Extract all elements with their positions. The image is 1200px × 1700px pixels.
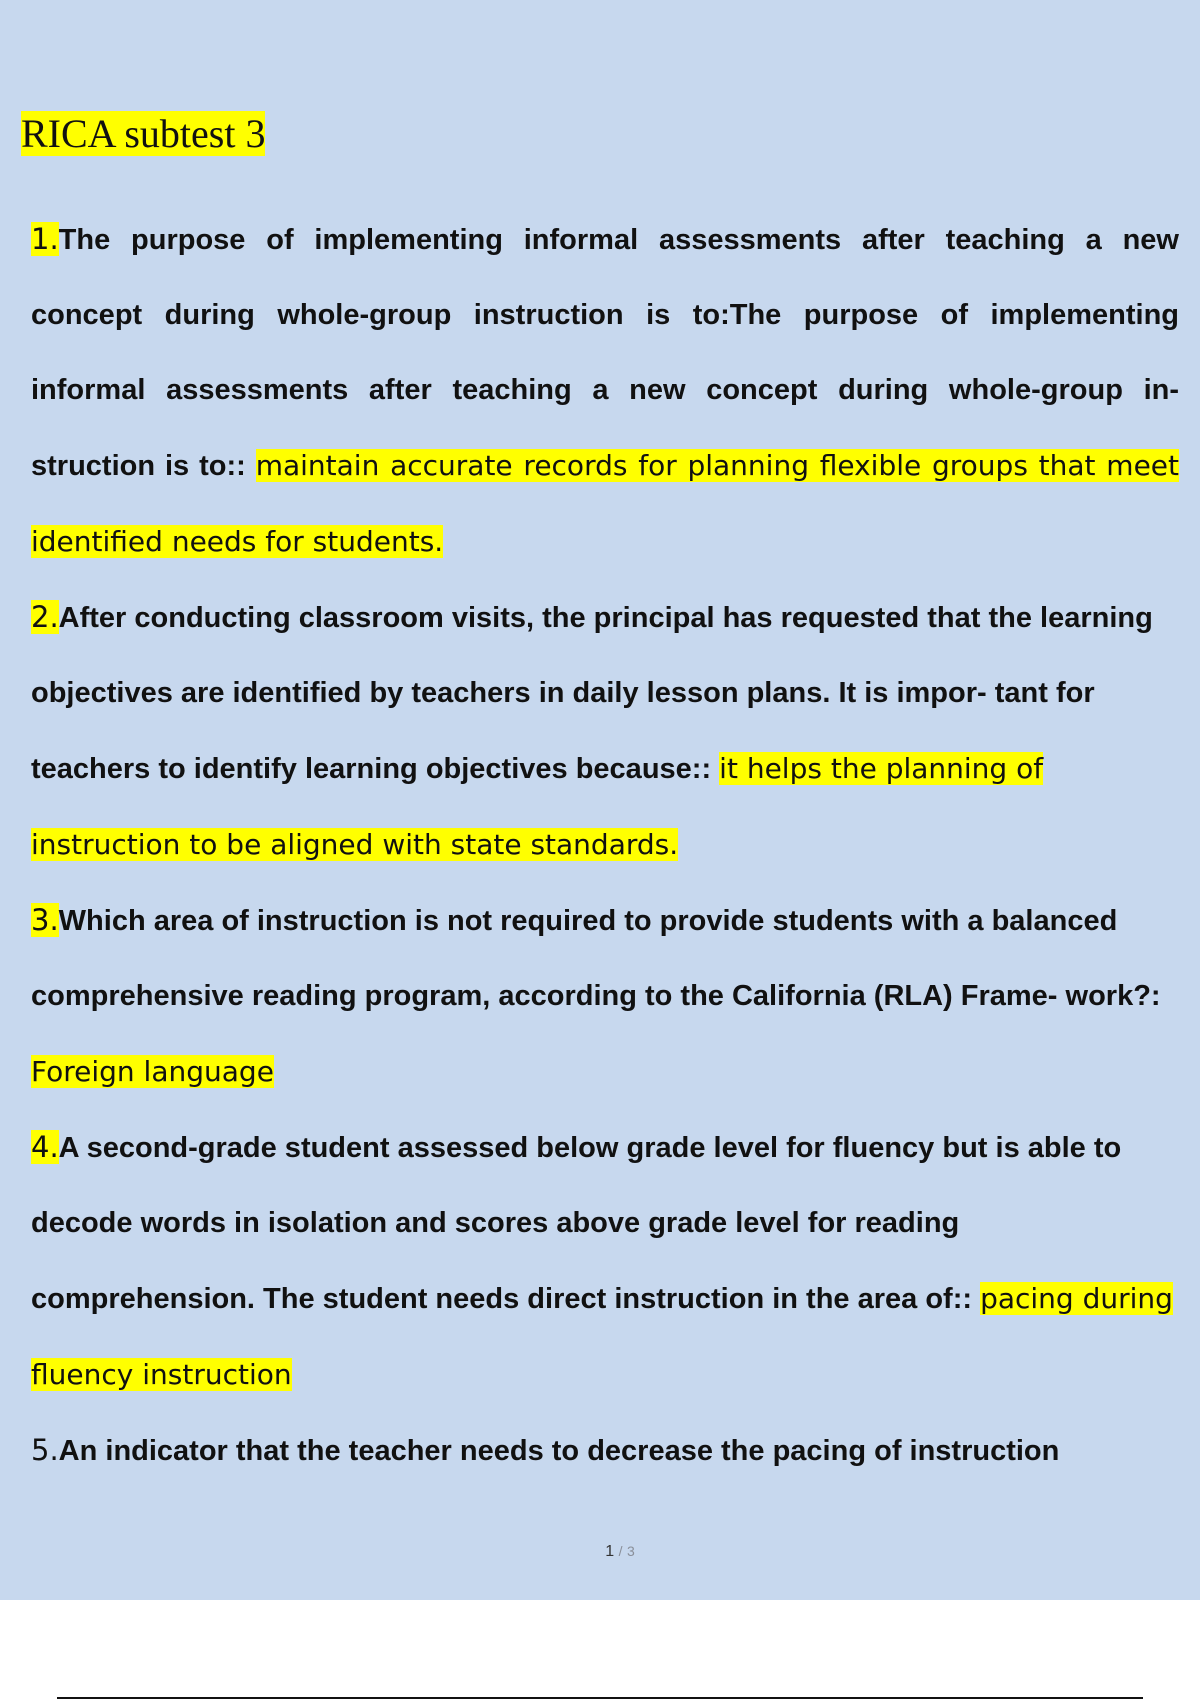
document-title	[21, 108, 265, 160]
question-3	[31, 883, 1179, 1110]
question-list	[31, 202, 1179, 1489]
question-1	[31, 202, 1179, 580]
question-3-number: 3.	[31, 903, 59, 937]
page-number	[0, 1543, 1200, 1561]
question-2-number: 2.	[31, 600, 59, 634]
question-1-answer: maintain accurate records for planning flexible groups that meet identified needs for students.	[31, 449, 1180, 558]
question-4-number: 4.	[31, 1130, 59, 1164]
question-4	[31, 1110, 1179, 1413]
question-1-text: The purpose of implementing informal assessments after teaching a new concept during whole-group instruction is to:The purpose of implementing informal assessments after teaching a new concept during whole-group in- struction is to::	[31, 224, 1179, 482]
page-number-separator: /	[618, 1543, 623, 1559]
page-number-current: 1	[605, 1543, 615, 1560]
question-5	[31, 1413, 1179, 1489]
question-3-text: Which area of instruction is not required to provide students with a balanced comprehensive reading program, according to the California (RLA) Frame- work?:	[31, 905, 1161, 1012]
bottom-divider	[57, 1697, 1143, 1699]
question-5-number: 5.	[31, 1433, 59, 1467]
question-1-number: 1.	[31, 222, 59, 256]
question-2	[31, 580, 1179, 883]
question-4-answer: pacing during fluency instruction	[31, 1282, 1173, 1391]
question-4-text: A second-grade student assessed below grade level for fluency but is able to decode words in isolation and scores above grade level for reading comprehension. The student needs direct instruction in the area of::	[31, 1132, 1122, 1315]
question-2-answer: it helps the planning of instruction to be aligned with state standards.	[31, 752, 1044, 861]
question-3-answer: Foreign language	[31, 1055, 274, 1088]
question-5-text: An indicator that the teacher needs to decrease the pacing of instruction	[58, 1435, 1060, 1467]
question-2-text: After conducting classroom visits, the principal has requested that the learning objectives are identified by teachers in daily lesson plans. It is impor- tant for teachers to identify learning objectives because::	[31, 602, 1153, 785]
title-highlight: RICA subtest 3	[21, 111, 266, 156]
page-number-total: 3	[626, 1543, 635, 1559]
